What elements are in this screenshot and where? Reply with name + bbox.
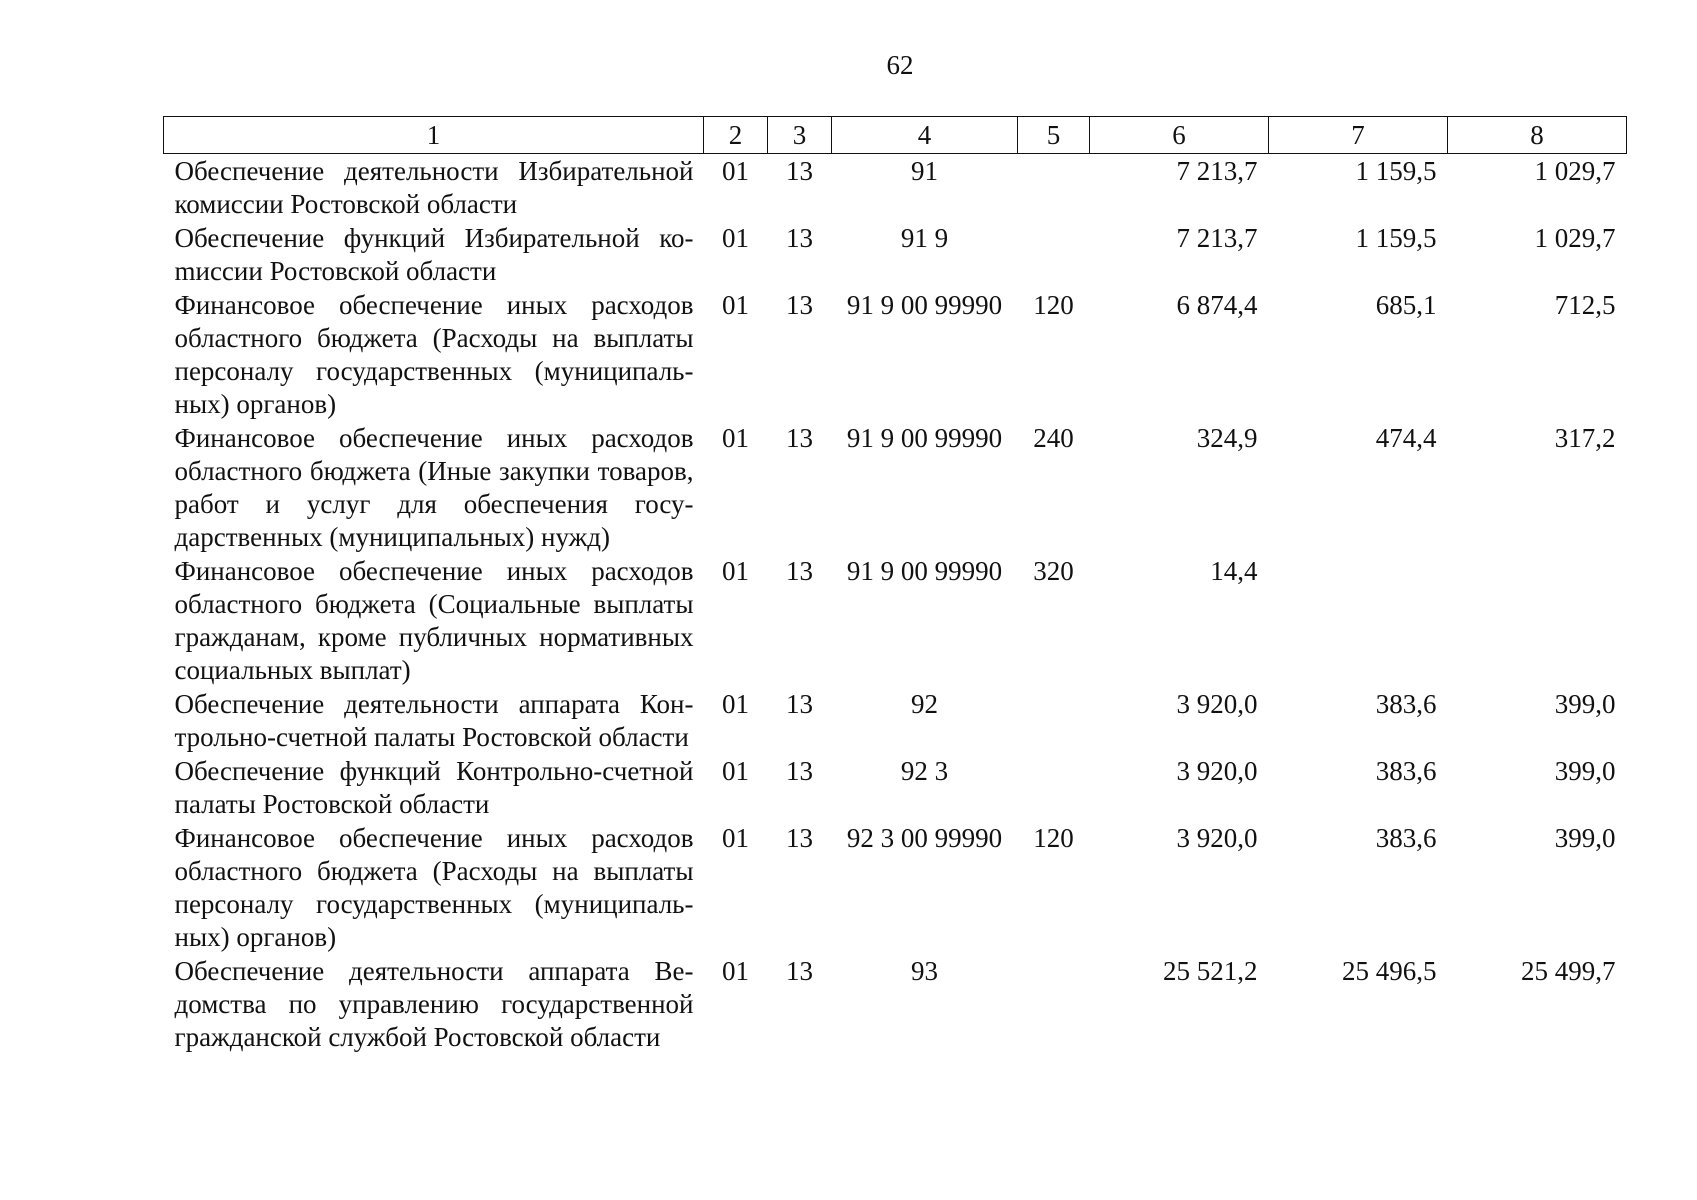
section-code-cell: 01 bbox=[722, 156, 749, 186]
subsection-code-cell: 13 bbox=[786, 823, 813, 853]
column-header-8: 8 bbox=[1448, 117, 1627, 154]
amount-col8-cell: 1 029,7 bbox=[1534, 156, 1616, 186]
amount-col6-cell: 14,4 bbox=[1210, 556, 1258, 586]
table-row bbox=[164, 821, 1627, 954]
section-code-cell: 01 bbox=[722, 823, 749, 853]
amount-col6-cell: 324,9 bbox=[1196, 423, 1258, 453]
amount-col7-cell: 383,6 bbox=[1375, 689, 1437, 719]
target-item-cell: 92 3 bbox=[900, 756, 949, 786]
subsection-code-cell: 13 bbox=[786, 756, 813, 786]
row-name-cell: Обеспечение деятельности аппарата Ведомства по управлению государственной гражданской службой Ростовской области bbox=[174, 956, 694, 1052]
target-item-cell: 93 bbox=[911, 956, 938, 986]
expense-type-cell bbox=[1018, 154, 1090, 222]
table-row bbox=[164, 687, 1627, 754]
column-header-5: 5 bbox=[1018, 117, 1090, 154]
amount-col6-cell: 3 920,0 bbox=[1176, 756, 1258, 786]
column-header-3: 3 bbox=[768, 117, 832, 154]
row-name-cell: Обеспечение функций Избирательной коmиссии Ростовской области bbox=[174, 223, 694, 286]
row-name-cell: Обеспечение функций Контрольно-счетной палаты Ростовской области bbox=[174, 756, 694, 819]
amount-col6-cell: 25 521,2 bbox=[1163, 956, 1258, 986]
column-header-7: 7 bbox=[1269, 117, 1448, 154]
amount-col7-cell: 1 159,5 bbox=[1355, 223, 1437, 253]
target-item-cell: 91 9 00 99990 bbox=[846, 290, 1003, 320]
expense-type-cell: 120 bbox=[1033, 823, 1074, 853]
target-item-cell: 91 9 00 99990 bbox=[846, 423, 1003, 453]
table-row bbox=[164, 154, 1627, 222]
amount-col8-cell: 25 499,7 bbox=[1521, 956, 1616, 986]
table-row bbox=[164, 221, 1627, 288]
subsection-code-cell: 13 bbox=[786, 956, 813, 986]
row-name-cell: Финансовое обеспечение иных расходов областного бюджета (Иные закупки товаров, работ и услуг для обеспечения государственных (муниципальных) нужд) bbox=[174, 423, 694, 552]
amount-col7-cell: 383,6 bbox=[1375, 823, 1437, 853]
amount-col7-cell: 25 496,5 bbox=[1342, 956, 1437, 986]
column-header-2: 2 bbox=[704, 117, 768, 154]
expense-type-cell bbox=[1018, 954, 1090, 1054]
budget-table bbox=[163, 116, 1627, 1054]
section-code-cell: 01 bbox=[722, 223, 749, 253]
row-name-cell: Обеспечение деятельности аппарата Контрольно-счетной палаты Ростовской области bbox=[174, 689, 694, 752]
row-name-cell: Финансовое обеспечение иных расходов областного бюджета (Расходы на выплаты персоналу государственных (муниципальных) органов) bbox=[174, 290, 694, 419]
amount-col6-cell: 3 920,0 bbox=[1176, 823, 1258, 853]
subsection-code-cell: 13 bbox=[786, 423, 813, 453]
column-header-6: 6 bbox=[1090, 117, 1269, 154]
amount-col6-cell: 7 213,7 bbox=[1176, 156, 1258, 186]
expense-type-cell bbox=[1018, 221, 1090, 288]
target-item-cell: 91 9 bbox=[900, 223, 949, 253]
amount-col6-cell: 3 920,0 bbox=[1176, 689, 1258, 719]
table-row bbox=[164, 754, 1627, 821]
amount-col7-cell bbox=[1269, 554, 1448, 687]
row-name-cell: Финансовое обеспечение иных расходов областного бюджета (Расходы на выплаты персоналу государственных (муниципальных) органов) bbox=[174, 823, 694, 952]
expense-type-cell: 120 bbox=[1033, 290, 1074, 320]
table-row bbox=[164, 421, 1627, 554]
amount-col6-cell: 7 213,7 bbox=[1176, 223, 1258, 253]
subsection-code-cell: 13 bbox=[786, 290, 813, 320]
amount-col8-cell: 399,0 bbox=[1554, 689, 1616, 719]
subsection-code-cell: 13 bbox=[786, 556, 813, 586]
amount-col7-cell: 685,1 bbox=[1375, 290, 1437, 320]
expense-type-cell bbox=[1018, 687, 1090, 754]
table-row bbox=[164, 288, 1627, 421]
header-row bbox=[164, 117, 1627, 154]
amount-col6-cell: 6 874,4 bbox=[1176, 290, 1258, 320]
amount-col8-cell: 712,5 bbox=[1554, 290, 1616, 320]
table-row bbox=[164, 554, 1627, 687]
amount-col7-cell: 1 159,5 bbox=[1355, 156, 1437, 186]
amount-col8-cell: 1 029,7 bbox=[1534, 223, 1616, 253]
amount-col8-cell: 399,0 bbox=[1554, 756, 1616, 786]
target-item-cell: 91 bbox=[911, 156, 938, 186]
subsection-code-cell: 13 bbox=[786, 223, 813, 253]
expense-type-cell: 240 bbox=[1033, 423, 1074, 453]
section-code-cell: 01 bbox=[722, 756, 749, 786]
row-name-cell: Финансовое обеспечение иных расходов областного бюджета (Социальные выплаты гражданам, кроме публичных нормативных социальных выплат) bbox=[174, 556, 694, 685]
amount-col8-cell bbox=[1448, 554, 1627, 687]
target-item-cell: 92 3 00 99990 bbox=[846, 823, 1003, 853]
target-item-cell: 91 9 00 99990 bbox=[846, 556, 1003, 586]
table-row bbox=[164, 954, 1627, 1054]
page-number: 62 bbox=[886, 50, 914, 80]
section-code-cell: 01 bbox=[722, 556, 749, 586]
section-code-cell: 01 bbox=[722, 423, 749, 453]
amount-col8-cell: 399,0 bbox=[1554, 823, 1616, 853]
amount-col7-cell: 474,4 bbox=[1375, 423, 1437, 453]
row-name-cell: Обеспечение деятельности Избирательной комиссии Ростовской области bbox=[174, 156, 694, 219]
subsection-code-cell: 13 bbox=[786, 689, 813, 719]
amount-col7-cell: 383,6 bbox=[1375, 756, 1437, 786]
column-header-4: 4 bbox=[832, 117, 1018, 154]
amount-col8-cell: 317,2 bbox=[1554, 423, 1616, 453]
expense-type-cell bbox=[1018, 754, 1090, 821]
section-code-cell: 01 bbox=[722, 290, 749, 320]
expense-type-cell: 320 bbox=[1033, 556, 1074, 586]
target-item-cell: 92 bbox=[911, 689, 938, 719]
section-code-cell: 01 bbox=[722, 956, 749, 986]
table-body bbox=[164, 154, 1627, 1055]
section-code-cell: 01 bbox=[722, 689, 749, 719]
column-header-1: 1 bbox=[164, 117, 704, 154]
subsection-code-cell: 13 bbox=[786, 156, 813, 186]
